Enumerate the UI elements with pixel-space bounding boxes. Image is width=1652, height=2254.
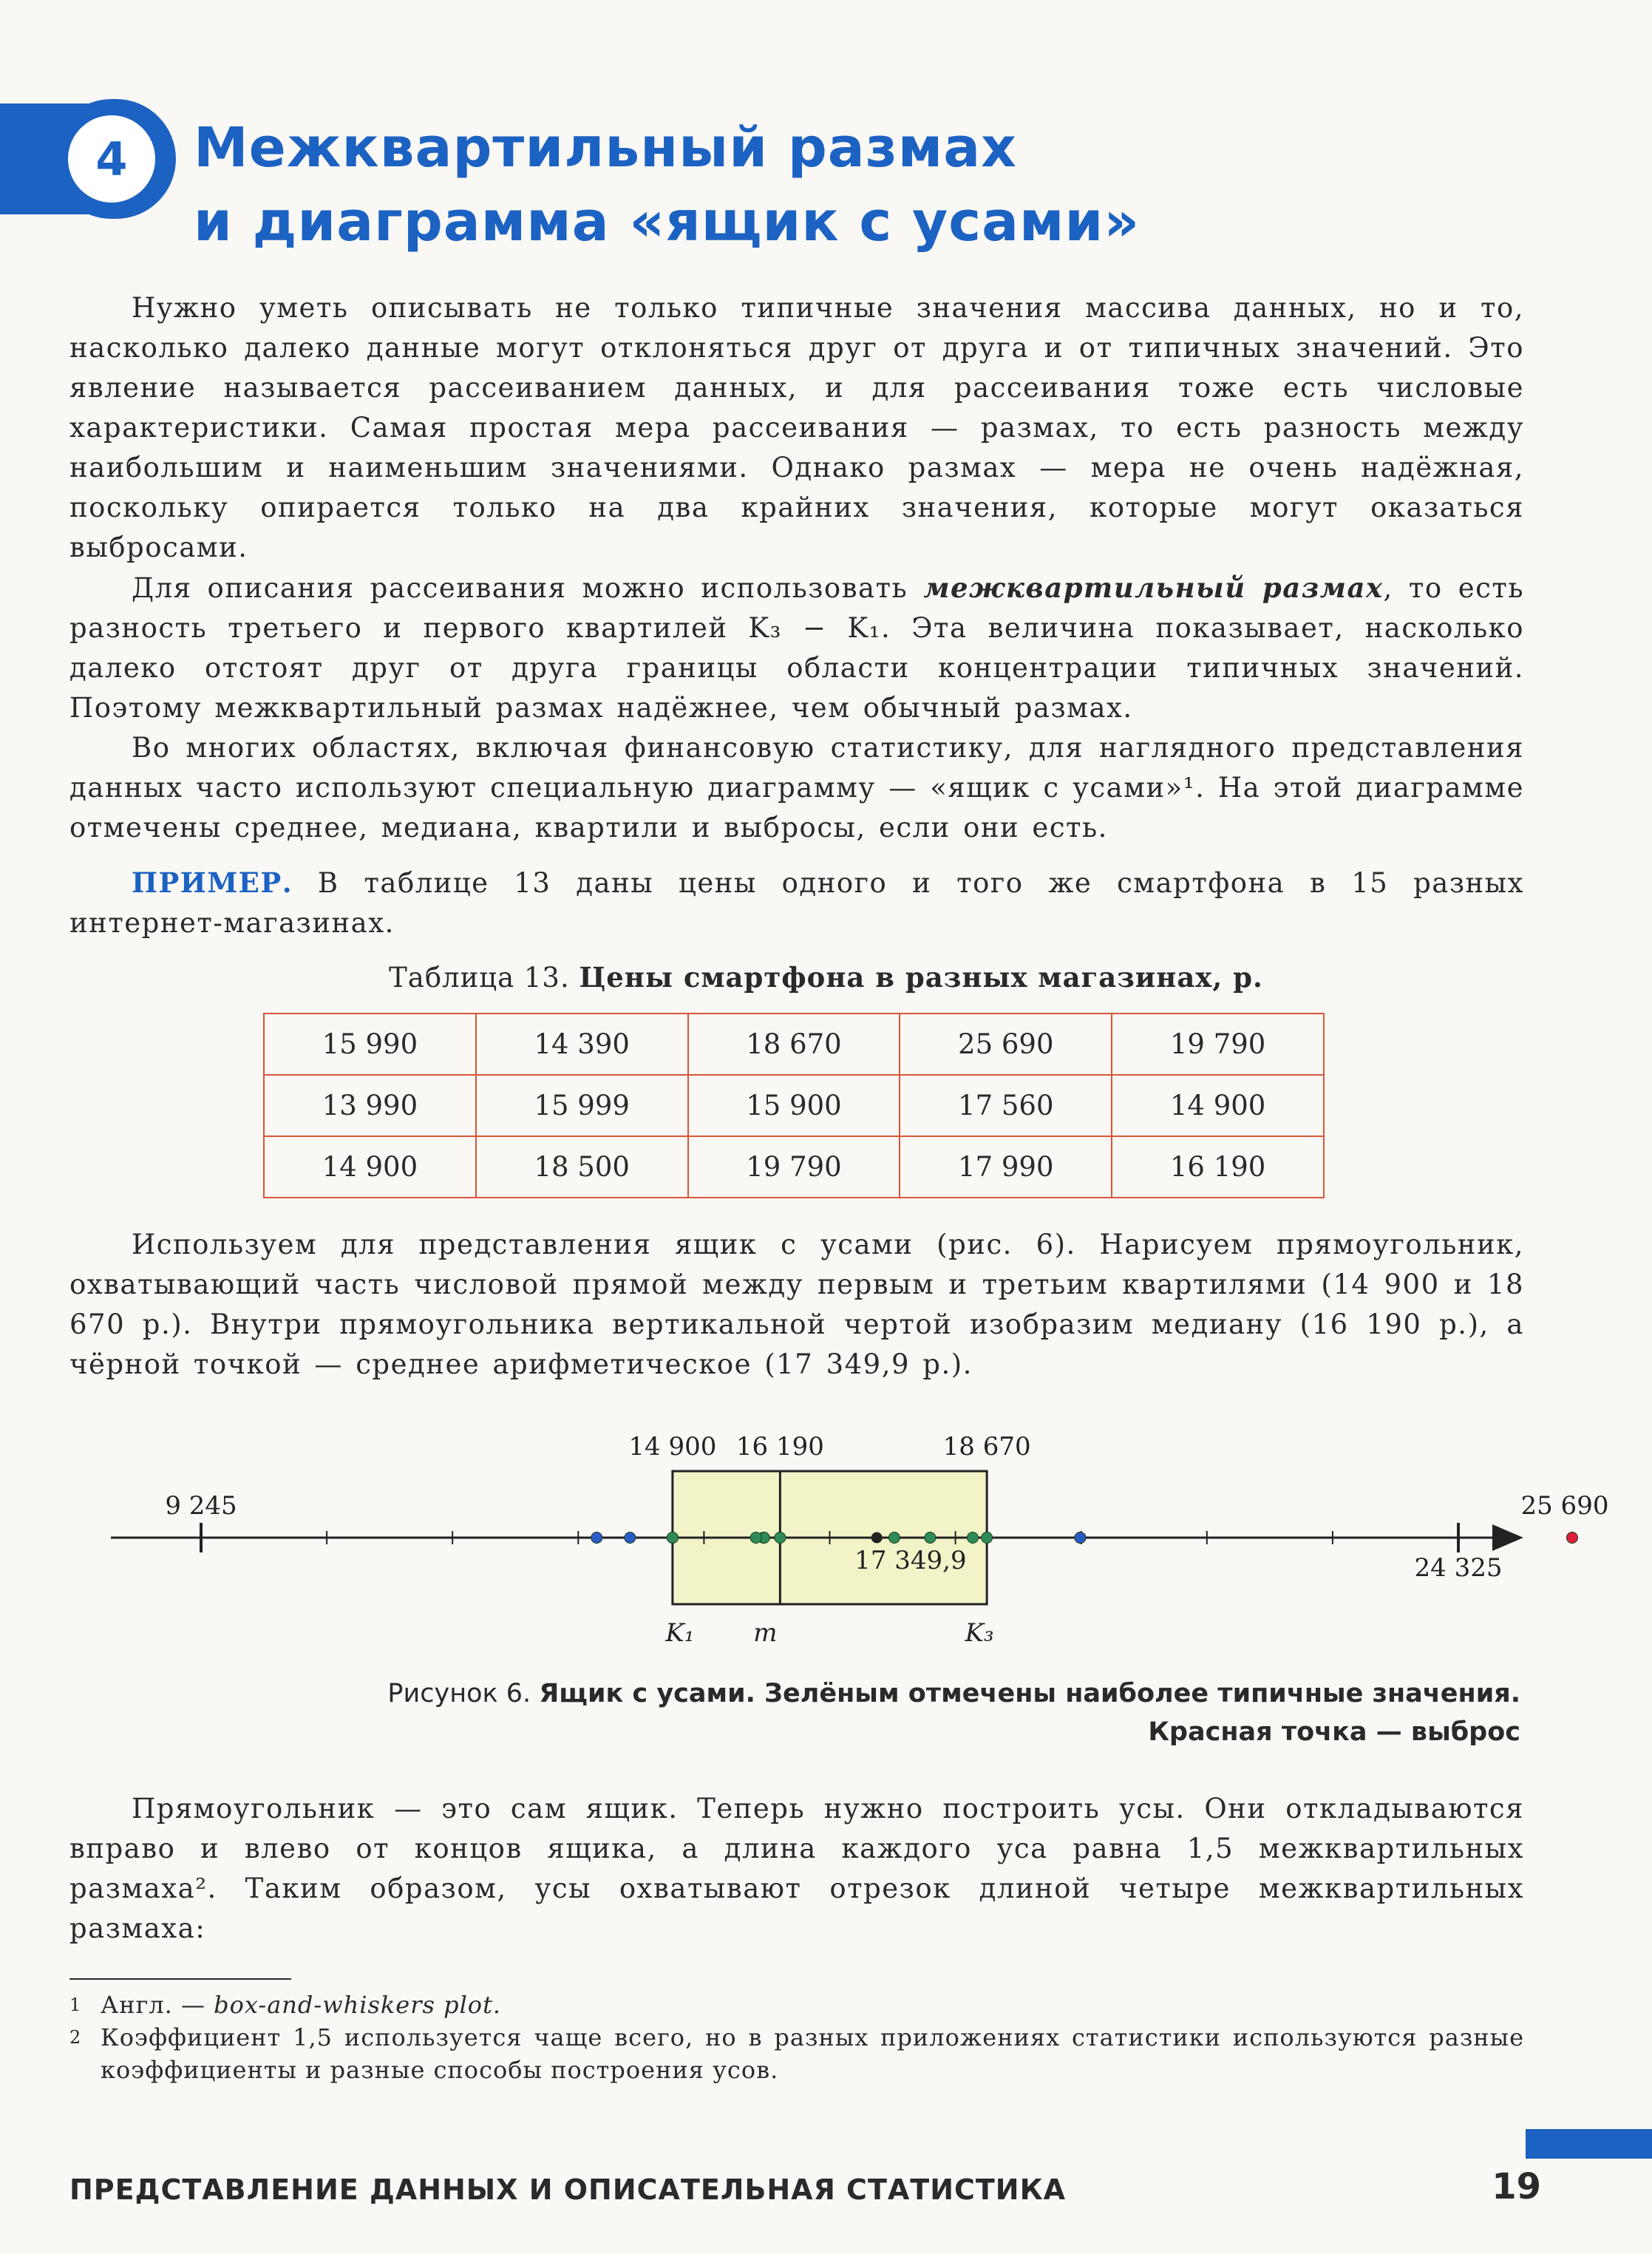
figure-caption-title: Ящик с усами. Зелёным отмечены наиболее типичные значения. xyxy=(539,1679,1520,1708)
intro-text xyxy=(69,288,1524,848)
example-body: В таблице 13 даны цены одного и того же смартфона в 15 разных интернет-магазинах. xyxy=(69,867,1524,939)
page-corner-bar xyxy=(1526,2129,1652,2159)
page-number: 19 xyxy=(1492,2166,1541,2207)
typical-point xyxy=(750,1532,761,1544)
intro-paragraph-2 xyxy=(69,568,1524,728)
price-table xyxy=(263,1013,1325,1198)
table-cell: 19 790 xyxy=(1112,1014,1324,1075)
median-symbol-label: m xyxy=(753,1618,778,1648)
outlier-label: 25 690 xyxy=(1520,1491,1609,1521)
figure-caption xyxy=(387,1674,1520,1751)
figure-caption-prefix: Рисунок 6. xyxy=(387,1679,540,1708)
intro-p2-term: межквартильный размах xyxy=(923,571,1384,604)
k1-label: K₁ xyxy=(665,1618,695,1648)
table-caption-prefix: Таблица 13. xyxy=(389,962,579,994)
section-title-line1: Межквартильный размах xyxy=(194,116,1017,180)
running-footer-title: ПРЕДСТАВЛЕНИЕ ДАННЫХ И ОПИСАТЕЛЬНАЯ СТАТИСТИКА xyxy=(69,2173,1067,2206)
table-cell: 25 690 xyxy=(900,1014,1112,1075)
explanation-text xyxy=(69,1225,1524,1385)
box-plot-figure xyxy=(0,1412,1652,1663)
table-cell: 16 190 xyxy=(1112,1136,1324,1198)
section-number: 4 xyxy=(68,115,155,203)
table-row xyxy=(264,1136,1324,1198)
table-cell: 15 990 xyxy=(264,1014,476,1075)
footnote-2-text: Коэффициент 1,5 используется чаще всего, но в разных приложениях статистики используются разные коэффициенты и разные способы построения усов. xyxy=(101,2023,1524,2084)
outlier-point xyxy=(1566,1532,1577,1544)
section-number-badge xyxy=(52,99,176,219)
table-row xyxy=(264,1014,1324,1075)
table-caption xyxy=(0,961,1652,994)
footnote-2-number: 2 xyxy=(69,2027,82,2048)
table-cell: 18 500 xyxy=(476,1136,688,1198)
q1-label: 14 900 xyxy=(628,1432,717,1462)
figure-caption-line2 xyxy=(387,1713,1520,1751)
intro-paragraph-3: Во многих областях, включая финансовую статистику, для наглядного представления данных часто используют специальную диаграмму — «ящик с усами»¹. На этой диаграмме отмечены среднее, медиана, квартили и выбросы, если они есть. xyxy=(69,732,1524,843)
typical-point xyxy=(967,1532,978,1544)
k3-label: K₃ xyxy=(965,1618,994,1648)
intro-p2-before: Для описания рассеивания можно использовать xyxy=(132,572,924,604)
footnote-1-number: 1 xyxy=(69,1995,82,2015)
typical-point xyxy=(888,1532,900,1544)
intro-paragraph-1: Нужно уметь описывать не только типичные значения массива данных, но и то, насколько далеко данные могут отклоняться друг от друга и от типичных значений. Это явление называется рассеиванием данных, и для рассеивания тоже есть числовые характеристики. Самая простая мера рассеивания — размах, то есть разность между наибольшим и наименьшим значениями. Однако размах — мера не очень надёжная, поскольку опирается только на два крайних значения, которые могут оказаться выбросами. xyxy=(69,292,1524,563)
example-label: ПРИМЕР. xyxy=(132,866,293,899)
after-figure-paragraph: Прямоугольник — это сам ящик. Теперь нужно построить усы. Они откладываются вправо и влево от концов ящика, а длина каждого уса равна 1,5 межквартильных размаха². Таким образом, усы охватывают отрезок длиной четыре межквартильных размаха: xyxy=(69,1793,1524,1944)
data-point xyxy=(625,1532,636,1544)
footnote-1-term: box-and-whiskers plot. xyxy=(214,1991,502,2019)
whisker-left-label: 9 245 xyxy=(165,1491,237,1521)
table-cell: 19 790 xyxy=(688,1136,900,1198)
section-title xyxy=(194,111,1140,259)
after-figure-text xyxy=(69,1789,1524,1949)
example-text xyxy=(69,863,1524,943)
table-cell: 15 900 xyxy=(688,1075,900,1136)
q3-label: 18 670 xyxy=(942,1432,1031,1462)
table-cell: 14 390 xyxy=(476,1014,688,1075)
mean-point xyxy=(871,1532,883,1544)
table-cell: 14 900 xyxy=(264,1136,476,1198)
explanation-paragraph: Используем для представления ящик с усами (рис. 6). Нарисуем прямоугольник, охватывающий часть числовой прямой между первым и третьим квартилями (14 900 и 18 670 р.). Внутри прямоугольника вертикальной чертой изобразим медиану (16 190 р.), а чёрной точкой — среднее арифметическое (17 349,9 р.). xyxy=(69,1229,1524,1380)
footnotes xyxy=(69,1989,1524,2086)
table-caption-title: Цены смартфона в разных магазинах, р. xyxy=(579,961,1263,994)
figure-caption-subtitle: Красная точка — выброс xyxy=(1148,1717,1520,1747)
typical-point xyxy=(667,1532,678,1544)
footnote-1 xyxy=(69,1989,1524,2021)
data-point xyxy=(1075,1532,1086,1544)
typical-point xyxy=(775,1532,786,1544)
whisker-right-label: 24 325 xyxy=(1414,1553,1503,1583)
table-cell: 13 990 xyxy=(264,1075,476,1136)
footnote-1-text xyxy=(101,1989,501,2021)
intro-p2-after: , то есть разность третьего и первого квартилей K₃ − K₁. Эта величина показывает, насколько далеко отстоят друг от друга границы области концентрации типичных значений. Поэтому межквартильный размах надёжнее, чем обычный размах. xyxy=(69,572,1524,724)
footnote-1-prefix: Англ. — xyxy=(101,1991,214,2019)
table-cell: 15 999 xyxy=(476,1075,688,1136)
section-title-line2: и диаграмма «ящик с усами» xyxy=(194,190,1141,254)
typical-point xyxy=(982,1532,993,1544)
table-cell: 17 560 xyxy=(900,1075,1112,1136)
table-cell: 18 670 xyxy=(688,1014,900,1075)
footnote-2 xyxy=(69,2021,1524,2086)
footnote-divider xyxy=(69,1978,291,1980)
table-row xyxy=(264,1075,1324,1136)
table-cell: 14 900 xyxy=(1112,1075,1324,1136)
table-cell: 17 990 xyxy=(900,1136,1112,1198)
median-label: 16 190 xyxy=(735,1432,824,1462)
figure-caption-line1 xyxy=(387,1674,1520,1713)
typical-point xyxy=(925,1532,936,1544)
example-paragraph xyxy=(69,863,1524,943)
mean-label: 17 349,9 xyxy=(854,1546,967,1575)
data-point xyxy=(591,1532,602,1544)
